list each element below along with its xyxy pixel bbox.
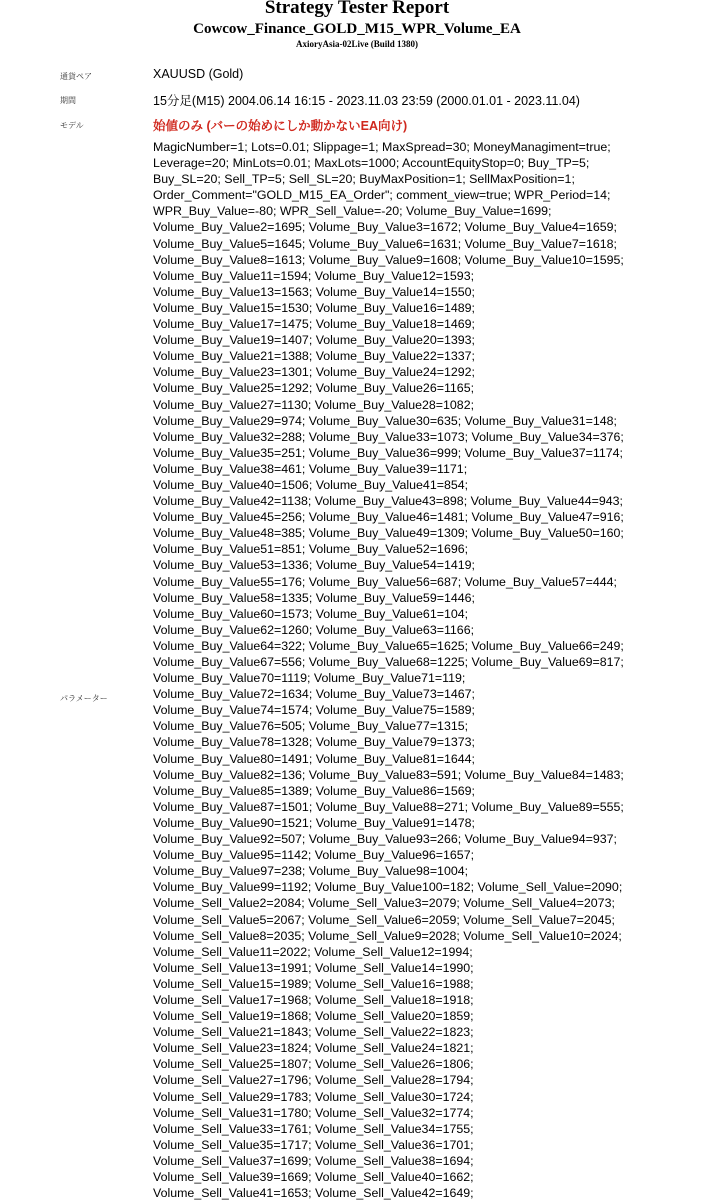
parameter-line: Volume_Buy_Value67=556; Volume_Buy_Value68=1225; Volume_Buy_Value69=817; [153, 655, 624, 669]
model-label: モデル [60, 121, 84, 130]
expert-name: Cowcow_Finance_GOLD_M15_WPR_Volume_EA [193, 21, 521, 37]
parameter-line: Volume_Buy_Value60=1573; Volume_Buy_Value61=104; [153, 606, 469, 621]
parameter-line: Volume_Sell_Value39=1669; Volume_Sell_Value40=1662; [153, 1170, 474, 1184]
parameter-line: Volume_Buy_Value97=238; Volume_Buy_Value98=1004; [153, 864, 469, 879]
parameter-line: Volume_Buy_Value48=385; Volume_Buy_Value49=1309; Volume_Buy_Value50=160; [153, 526, 624, 541]
parameter-line: Volume_Sell_Value31=1780; Volume_Sell_Value32=1774; [153, 1105, 474, 1120]
parameter-line: Volume_Buy_Value53=1336; Volume_Buy_Value54=1419; [153, 558, 475, 573]
parameter-line: WPR_Buy_Value=-80; WPR_Sell_Value=-20; Volume_Buy_Value=1699; [153, 204, 552, 219]
parameter-line: Volume_Buy_Value64=322; Volume_Buy_Value65=1625; Volume_Buy_Value66=249; [153, 638, 624, 653]
parameter-line: Volume_Buy_Value76=505; Volume_Buy_Value77=1315; [153, 719, 469, 734]
report-header [0, 0, 714, 50]
period-label: 期間 [60, 96, 76, 105]
parameter-line: Volume_Sell_Value27=1796; Volume_Sell_Value28=1794; [153, 1073, 474, 1088]
parameter-line: Volume_Buy_Value19=1407; Volume_Buy_Value20=1393; [153, 333, 475, 348]
parameter-line: Volume_Sell_Value23=1824; Volume_Sell_Value24=1821; [153, 1041, 474, 1056]
parameter-line: Volume_Buy_Value92=507; Volume_Buy_Value93=266; Volume_Buy_Value94=937; [153, 832, 617, 847]
parameter-line: Volume_Sell_Value5=2067; Volume_Sell_Value6=2059; Volume_Sell_Value7=2045; [153, 912, 615, 927]
parameter-line: Volume_Buy_Value70=1119; Volume_Buy_Value71=119; [153, 671, 466, 686]
parameter-line: Volume_Buy_Value55=176; Volume_Buy_Value56=687; Volume_Buy_Value57=444; [153, 574, 617, 589]
parameter-line: Volume_Buy_Value11=1594; Volume_Buy_Value12=1593; [153, 268, 475, 283]
parameter-line: Volume_Sell_Value2=2084; Volume_Sell_Value3=2079; Volume_Sell_Value4=2073; [153, 896, 615, 911]
parameter-line: Volume_Sell_Value19=1868; Volume_Sell_Value20=1859; [153, 1009, 474, 1024]
parameter-line: Volume_Buy_Value42=1138; Volume_Buy_Value43=898; Volume_Buy_Value44=943; [153, 494, 623, 509]
parameter-line: Volume_Buy_Value72=1634; Volume_Buy_Value73=1467; [153, 687, 475, 702]
parameter-line: Volume_Buy_Value78=1328; Volume_Buy_Value79=1373; [153, 735, 475, 750]
parameter-line: MagicNumber=1; Lots=0.01; Slippage=1; MaxSpread=30; MoneyManagiment=true; [153, 140, 611, 154]
parameters-value [153, 139, 709, 1201]
parameter-line: Volume_Buy_Value45=256; Volume_Buy_Value46=1481; Volume_Buy_Value47=916; [153, 510, 624, 525]
parameter-line: Leverage=20; MinLots=0.01; MaxLots=1000; AccountEquityStop=0; Buy_TP=5; [153, 156, 590, 171]
parameter-line: Volume_Buy_Value15=1530; Volume_Buy_Value16=1489; [153, 300, 475, 315]
parameters-label: パラメーター [60, 694, 108, 703]
parameter-line: Volume_Sell_Value33=1761; Volume_Sell_Value34=1755; [153, 1121, 474, 1136]
parameter-line: Volume_Sell_Value15=1989; Volume_Sell_Value16=1988; [153, 976, 474, 991]
parameter-line: Volume_Buy_Value23=1301; Volume_Buy_Value24=1292; [153, 365, 475, 380]
parameter-line: Volume_Sell_Value37=1699; Volume_Sell_Value38=1694; [153, 1153, 474, 1168]
parameter-line: Volume_Buy_Value25=1292; Volume_Buy_Value26=1165; [153, 381, 475, 396]
model-value: 始値のみ (バーの始めにしか動かないEA向け) [153, 119, 408, 133]
parameter-line: Volume_Buy_Value95=1142; Volume_Buy_Value96=1657; [153, 848, 475, 863]
parameter-line: Volume_Sell_Value41=1653; Volume_Sell_Value42=1649; [153, 1186, 474, 1201]
parameter-line: Order_Comment="GOLD_M15_EA_Order"; comment_view=true; WPR_Period=14; [153, 188, 611, 203]
parameter-line: Volume_Buy_Value35=251; Volume_Buy_Value36=999; Volume_Buy_Value37=1174; [153, 445, 623, 460]
parameter-line: Volume_Buy_Value58=1335; Volume_Buy_Value59=1446; [153, 590, 475, 605]
parameter-line: Volume_Buy_Value82=136; Volume_Buy_Value83=591; Volume_Buy_Value84=1483; [153, 767, 624, 782]
parameter-line: Volume_Buy_Value74=1574; Volume_Buy_Value75=1589; [153, 703, 475, 718]
parameter-line: Buy_SL=20; Sell_TP=5; Sell_SL=20; BuyMaxPosition=1; SellMaxPosition=1; [153, 172, 575, 187]
parameter-line: Volume_Sell_Value11=2022; Volume_Sell_Value12=1994; [153, 944, 473, 959]
parameter-line: Volume_Buy_Value2=1695; Volume_Buy_Value3=1672; Volume_Buy_Value4=1659; [153, 220, 617, 235]
parameter-line: Volume_Buy_Value29=974; Volume_Buy_Value30=635; Volume_Buy_Value31=148; [153, 413, 617, 428]
parameter-line: Volume_Buy_Value32=288; Volume_Buy_Value33=1073; Volume_Buy_Value34=376; [153, 429, 624, 444]
parameter-line: Volume_Sell_Value21=1843; Volume_Sell_Value22=1823; [153, 1025, 474, 1040]
parameter-line: Volume_Sell_Value13=1991; Volume_Sell_Value14=1990; [153, 960, 474, 975]
parameter-line: Volume_Buy_Value90=1521; Volume_Buy_Value91=1478; [153, 815, 475, 830]
parameter-line: Volume_Buy_Value85=1389; Volume_Buy_Value86=1569; [153, 783, 475, 798]
parameter-line: Volume_Buy_Value13=1563; Volume_Buy_Value14=1550; [153, 284, 475, 299]
parameter-line: Volume_Buy_Value87=1501; Volume_Buy_Value88=271; Volume_Buy_Value89=555; [153, 799, 624, 814]
parameter-line: Volume_Buy_Value27=1130; Volume_Buy_Value28=1082; [153, 397, 475, 412]
parameter-line: Volume_Buy_Value5=1645; Volume_Buy_Value6=1631; Volume_Buy_Value7=1618; [153, 236, 617, 251]
parameter-line: Volume_Buy_Value17=1475; Volume_Buy_Value18=1469; [153, 317, 475, 332]
parameter-line: Volume_Buy_Value8=1613; Volume_Buy_Value9=1608; Volume_Buy_Value10=1595; [153, 252, 624, 267]
parameter-line: Volume_Sell_Value35=1717; Volume_Sell_Value36=1701; [153, 1137, 474, 1152]
parameter-line: Volume_Buy_Value51=851; Volume_Buy_Value52=1696; [153, 542, 469, 557]
parameter-line: Volume_Buy_Value99=1192; Volume_Buy_Value100=182; Volume_Sell_Value=2090; [153, 880, 623, 895]
parameter-line: Volume_Sell_Value17=1968; Volume_Sell_Value18=1918; [153, 992, 474, 1007]
parameter-line: Volume_Buy_Value40=1506; Volume_Buy_Value41=854; [153, 477, 469, 492]
parameter-line: Volume_Sell_Value25=1807; Volume_Sell_Value26=1806; [153, 1057, 474, 1072]
parameter-line: Volume_Buy_Value21=1388; Volume_Buy_Value22=1337; [153, 349, 475, 364]
report-title: Strategy Tester Report [264, 0, 450, 18]
parameter-line: Volume_Sell_Value8=2035; Volume_Sell_Value9=2028; Volume_Sell_Value10=2024; [153, 928, 622, 943]
period-value: 15分足(M15) 2004.06.14 16:15 - 2023.11.03 23:59 (2000.01.01 - 2023.11.04) [153, 94, 580, 108]
symbol-value: XAUUSD (Gold) [153, 67, 244, 81]
symbol-label: 通貨ペア [60, 72, 92, 81]
parameter-line: Volume_Buy_Value62=1260; Volume_Buy_Value63=1166; [153, 622, 475, 637]
parameter-line: Volume_Buy_Value80=1491; Volume_Buy_Value81=1644; [153, 751, 475, 766]
parameter-line: Volume_Buy_Value38=461; Volume_Buy_Value39=1171; [153, 461, 468, 476]
parameter-line: Volume_Sell_Value29=1783; Volume_Sell_Value30=1724; [153, 1089, 474, 1104]
server-build: AxioryAsia-02Live (Build 1380) [295, 39, 418, 49]
